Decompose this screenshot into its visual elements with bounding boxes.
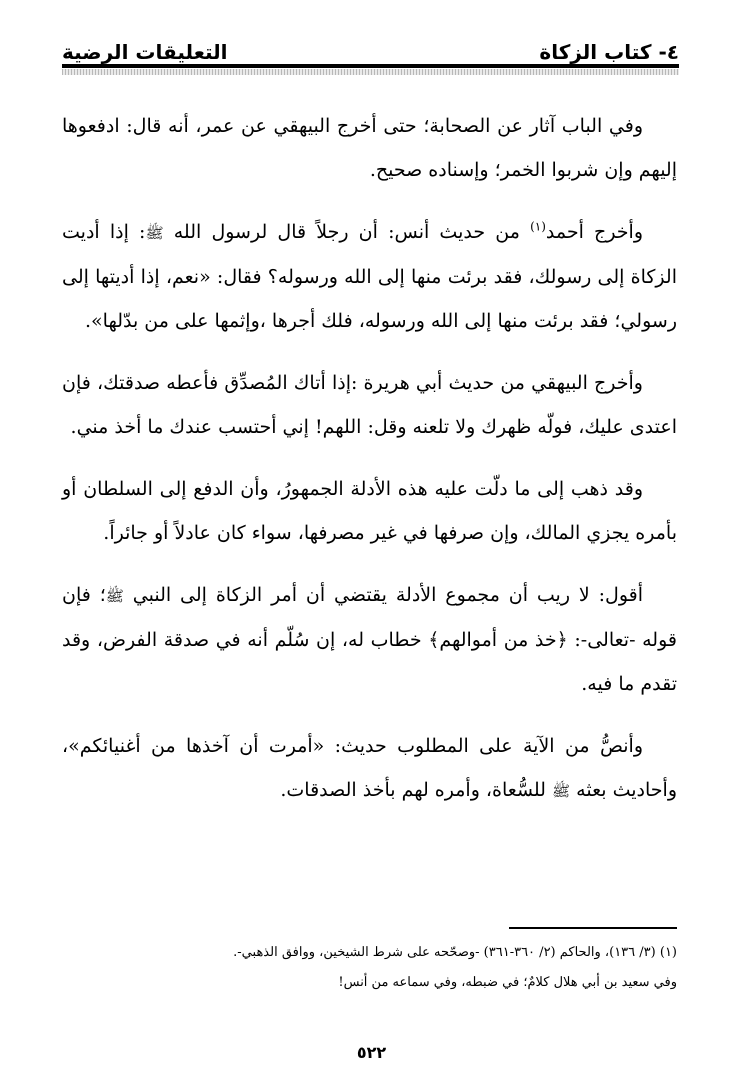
- paragraph-4: [62, 467, 677, 555]
- paragraph-text: ؛ فإن قوله -تعالى-: ﴿خذ من أموالهم﴾ خطاب له، إن سُلّم أنه في صدقة الفرض، وقد تقدم ما فيه.: [62, 584, 677, 695]
- paragraph-2: [62, 210, 677, 343]
- paragraph-text: للسُّعاة، وأمره لهم بأخذ الصدقات.: [280, 779, 553, 801]
- paragraph-text: : إذا أديت الزكاة إلى رسولك، فقد برئت منها إلى الله ورسوله؟ فقال: «نعم، إذا أديتها إلى رسولي؛ فقد برئت منها إلى الله ورسوله، فلك أجرها ،وإثمها على من بدّلها».: [62, 221, 677, 332]
- paragraph-text: وأخرج البيهقي من حديث أبي هريرة :إذا أتاك المُصدِّق فأعطه صدقتك، فإن اعتدى عليك، فولّه ظهرك ولا تلعنه وقل: اللهم! إني أحتسب عندك ما أخذ مني.: [62, 372, 677, 438]
- footnote-line: وفي سعيد بن أبي هلال كلامٌ؛ في ضبطه، وفي سماعه من أنس!: [338, 975, 677, 990]
- paragraph-text: وقد ذهب إلى ما دلّت عليه هذه الأدلة الجمهورُ، وأن الدفع إلى السلطان أو بأمره يجزي المالك، وإن صرفها في غير مصرفها، سواء كان عادلاً أو جائراً.: [62, 478, 677, 544]
- page-number: ٥٢٢: [356, 1043, 387, 1062]
- salutation-glyph: ﷺ: [145, 224, 164, 242]
- salutation-glyph: ﷺ: [105, 587, 124, 605]
- book-title: التعليقات الرضية: [62, 40, 228, 64]
- running-header: [62, 34, 679, 64]
- header-rule: [62, 64, 679, 68]
- paragraph-1: [62, 104, 677, 192]
- footnote-line: (١) (٣/ ١٣٦)، والحاكم (٢/ ٣٦٠-٣٦١) -وصحّحه على شرط الشيخين، ووافق الذهبي-.: [233, 945, 677, 960]
- paragraph-text: وأخرج أحمد: [545, 221, 644, 243]
- footnote-marker[interactable]: (١): [530, 219, 546, 234]
- chapter-title: ٤- كتاب الزكاة: [539, 40, 679, 64]
- paragraph-5: [62, 573, 677, 706]
- footnotes: [62, 938, 677, 998]
- paragraph-text: وفي الباب آثار عن الصحابة؛ حتى أخرج البيهقي عن عمر، أنه قال: ادفعوها إليهم وإن شربوا الخمر؛ وإسناده صحيح.: [62, 115, 677, 181]
- paragraph-text: وأنصُّ من الآية على المطلوب حديث: «أمرت أن آخذها من أغنيائكم»، وأحاديث بعثه: [62, 735, 677, 801]
- paragraph-3: [62, 361, 677, 449]
- footnote-separator: [509, 927, 677, 929]
- main-text: [62, 104, 677, 831]
- paragraph-text: أقول: لا ريب أن مجموع الأدلة يقتضي أن أمر الزكاة إلى النبي: [123, 584, 643, 606]
- paragraph-6: [62, 724, 677, 813]
- header-shade-band: [62, 69, 679, 75]
- salutation-glyph: ﷺ: [552, 782, 571, 800]
- paragraph-text: من حديث أنس: أن رجلاً قال لرسول الله: [163, 221, 531, 243]
